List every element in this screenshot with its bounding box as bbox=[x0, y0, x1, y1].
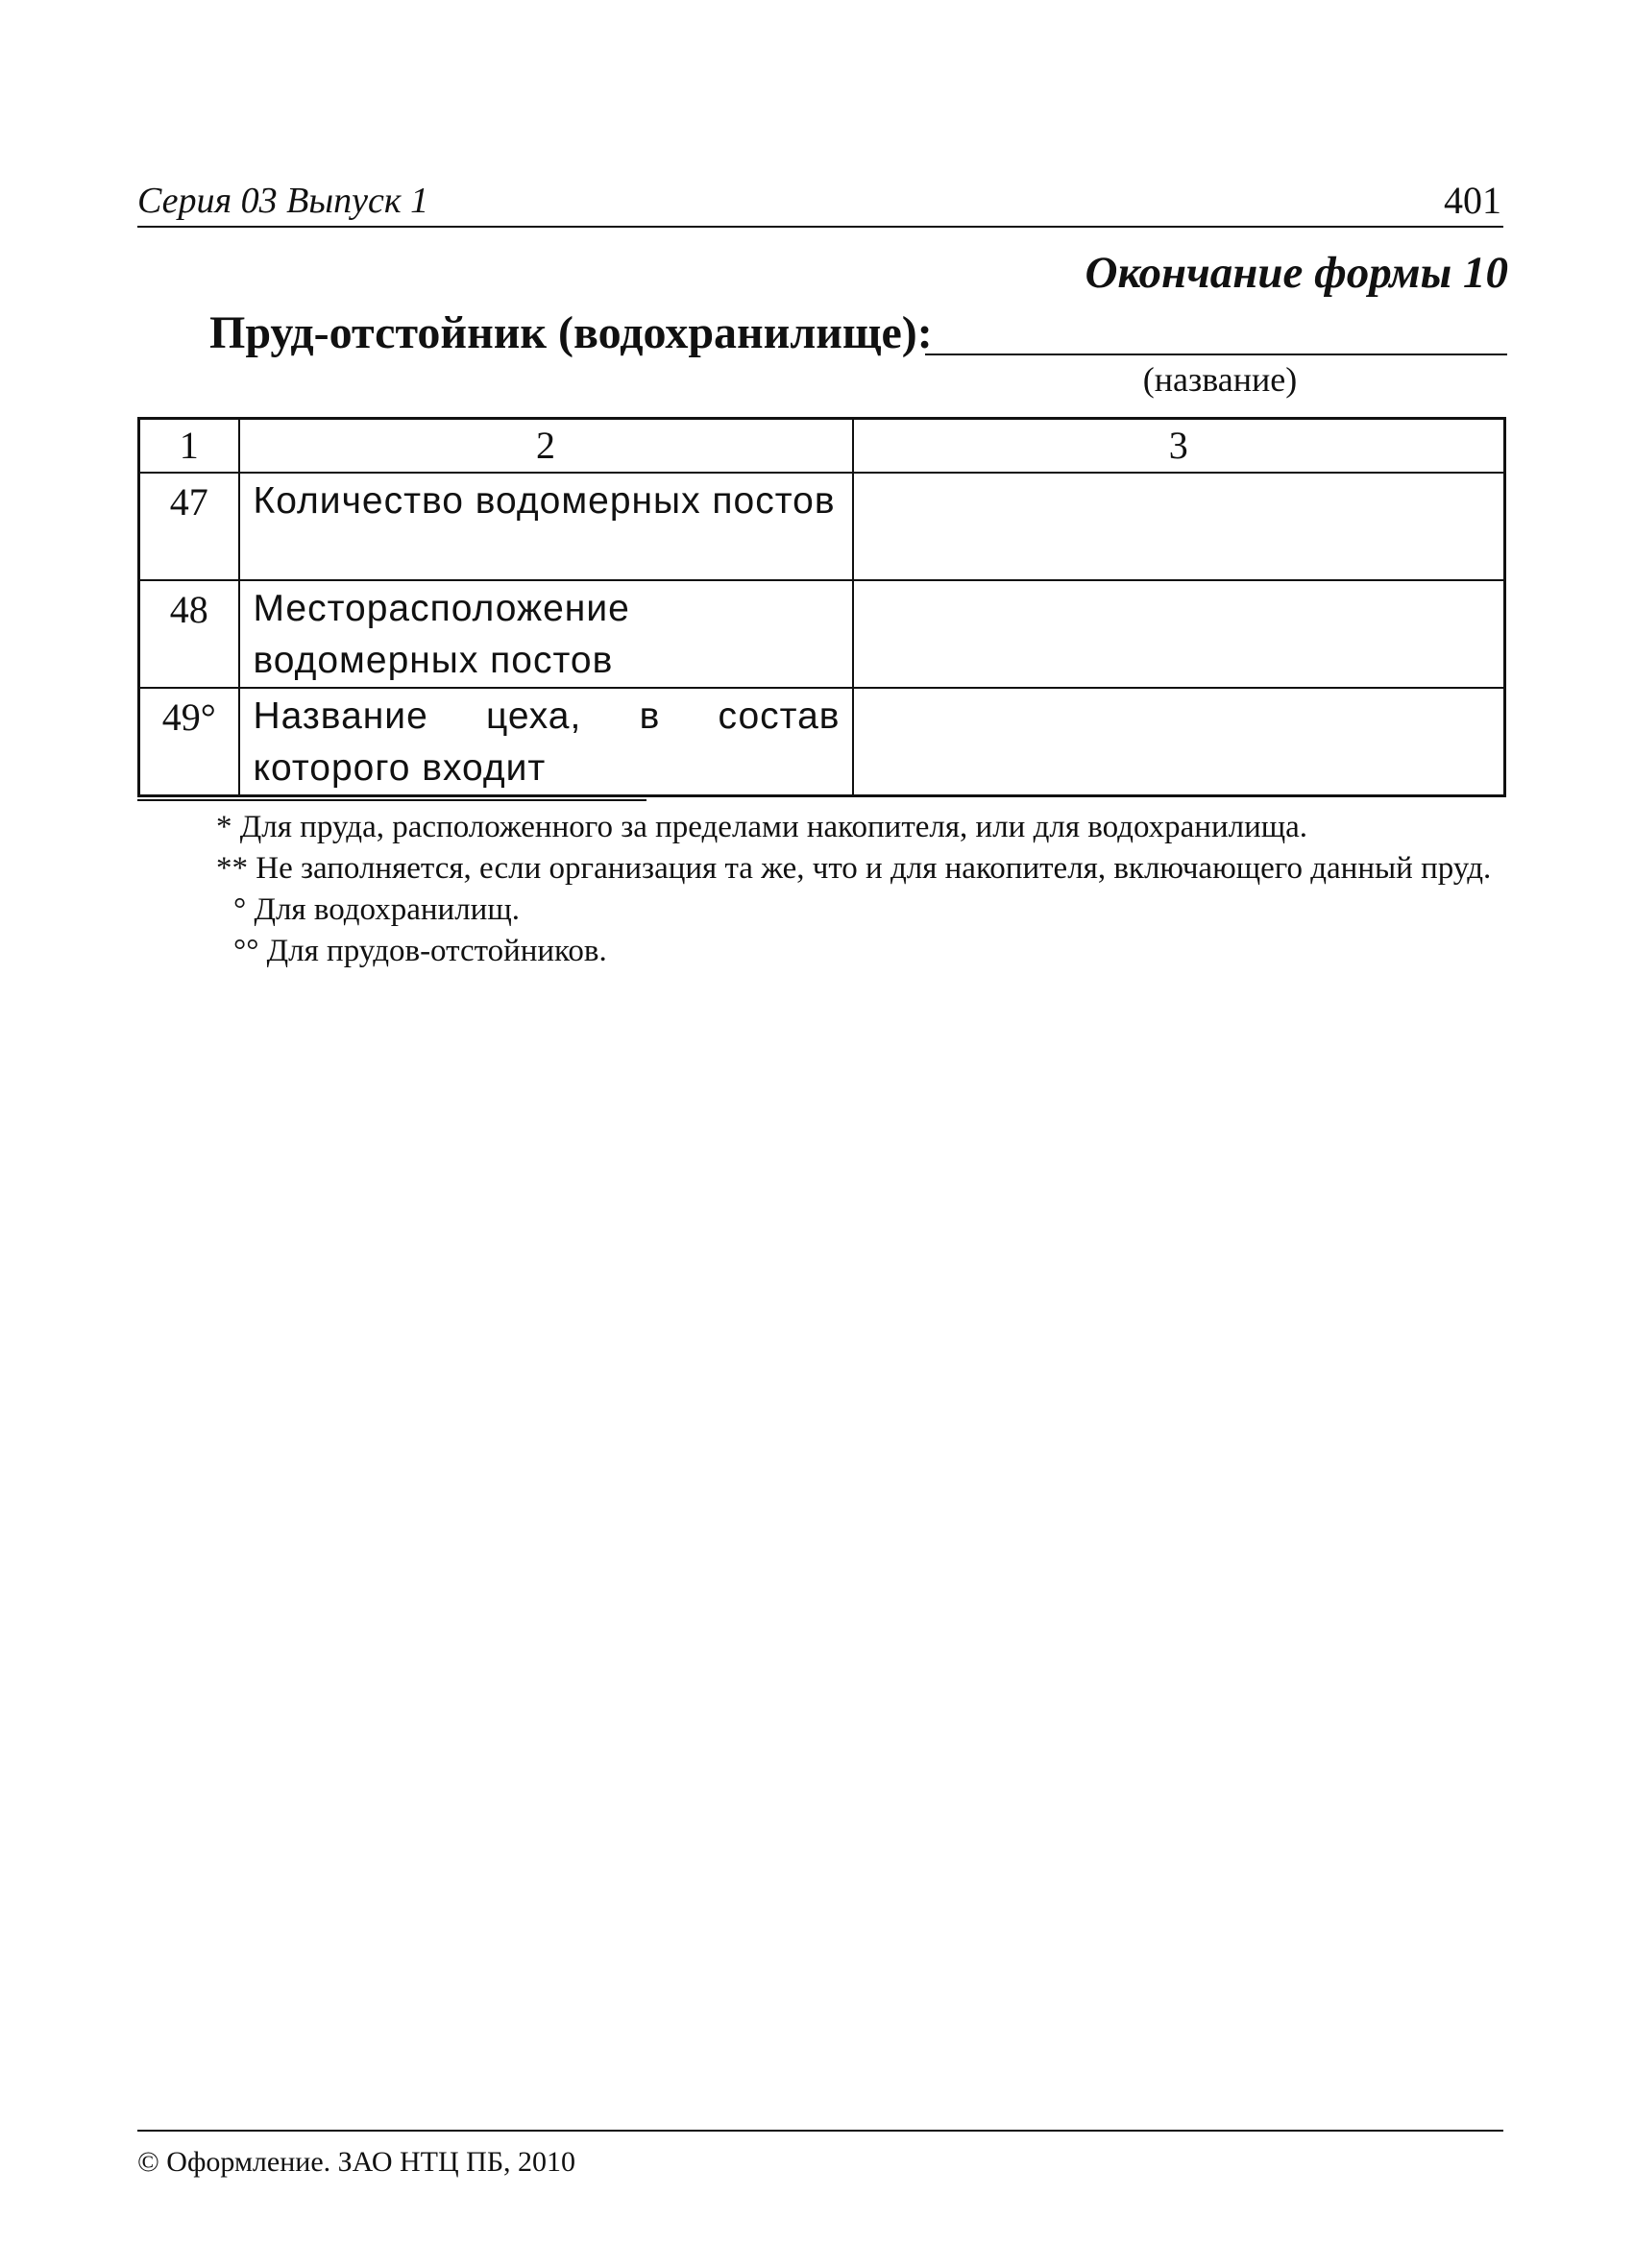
footnote: * Для пруда, расположенного за пределами накопителя, или для водохранилища. bbox=[216, 810, 1308, 844]
column-header: 1 bbox=[139, 419, 239, 474]
footnote: ** Не заполняется, если организация та же, что и для накопителя, включающего данный пруд. bbox=[216, 851, 1492, 886]
form-table bbox=[137, 417, 1506, 797]
running-header bbox=[137, 176, 1503, 228]
series-title: Серия 03 Выпуск 1 bbox=[137, 181, 429, 221]
row-number: 48 bbox=[139, 580, 239, 688]
row-value-cell[interactable] bbox=[853, 473, 1505, 580]
column-header: 3 bbox=[853, 419, 1505, 474]
page-number: 401 bbox=[1444, 179, 1501, 222]
name-fill-line bbox=[925, 354, 1507, 355]
name-caption: (название) bbox=[1142, 360, 1298, 399]
row-description: Название цеха, в состав которого входит bbox=[239, 688, 853, 796]
column-header: 2 bbox=[239, 419, 853, 474]
copyright-notice: © Оформление. ЗАО НТЦ ПБ, 2010 bbox=[137, 2146, 576, 2178]
table-row bbox=[139, 473, 1505, 580]
row-description: Количество водомерных постов bbox=[239, 473, 853, 580]
table-row bbox=[139, 688, 1505, 796]
table-header-row bbox=[139, 419, 1505, 474]
pond-label: Пруд-отстойник (водохранилище): bbox=[209, 307, 933, 358]
table-row bbox=[139, 580, 1505, 688]
footnotes bbox=[137, 807, 1503, 972]
row-number: 49° bbox=[139, 688, 239, 796]
footnote: °° Для прудов-отстойников. bbox=[233, 934, 607, 968]
row-number: 47 bbox=[139, 473, 239, 580]
footnote: ° Для водохранилищ. bbox=[233, 892, 520, 927]
row-description: Месторасположение водомерных постов bbox=[239, 580, 853, 688]
form-continuation-title: Окончание формы 10 bbox=[1085, 248, 1508, 298]
footnote-divider bbox=[137, 799, 646, 801]
row-value-cell[interactable] bbox=[853, 688, 1505, 796]
footer-divider bbox=[137, 2130, 1503, 2132]
row-value-cell[interactable] bbox=[853, 580, 1505, 688]
